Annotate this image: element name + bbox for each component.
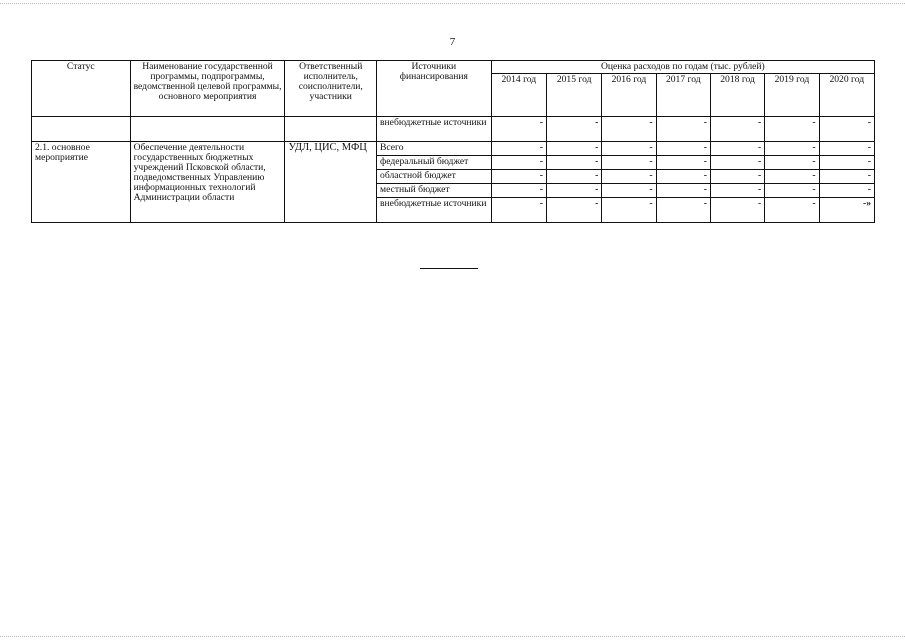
value-cell: -	[656, 170, 710, 184]
header-year: 2017 год	[656, 74, 710, 117]
value-cell: -»	[819, 198, 874, 223]
source-cell: федеральный бюджет	[377, 156, 492, 170]
end-of-section-rule	[420, 268, 478, 269]
value-cell: -	[547, 142, 602, 156]
value-cell: -	[656, 156, 710, 170]
value-cell: -	[710, 117, 764, 142]
header-cost-group: Оценка расходов по годам (тыс. рублей)	[491, 61, 874, 74]
value-cell: -	[547, 198, 602, 223]
value-cell: -	[547, 117, 602, 142]
value-cell: -	[819, 170, 874, 184]
header-year: 2019 год	[765, 74, 819, 117]
value-cell: -	[819, 156, 874, 170]
value-cell: -	[656, 198, 710, 223]
value-cell: -	[765, 198, 819, 223]
value-cell: -	[710, 170, 764, 184]
activity-executor: УДЛ, ЦИС, МФЦ	[285, 142, 377, 223]
header-year: 2015 год	[547, 74, 602, 117]
value-cell: -	[710, 142, 764, 156]
header-sources: Источники финансирования	[377, 61, 492, 117]
value-cell: -	[547, 184, 602, 198]
activity-status: 2.1. основное мероприятие	[32, 142, 131, 223]
value-cell: -	[656, 117, 710, 142]
header-year: 2018 год	[710, 74, 764, 117]
value-cell: -	[491, 198, 546, 223]
header-year: 2020 год	[819, 74, 874, 117]
value-cell: -	[765, 142, 819, 156]
source-cell: областной бюджет	[377, 170, 492, 184]
value-cell: -	[819, 142, 874, 156]
value-cell: -	[765, 156, 819, 170]
value-cell: -	[710, 198, 764, 223]
value-cell: -	[491, 142, 546, 156]
source-cell: Всего	[377, 142, 492, 156]
value-cell: -	[602, 170, 656, 184]
header-executor: Ответственный исполнитель, соисполнители, участники	[285, 61, 377, 117]
header-year: 2016 год	[602, 74, 656, 117]
value-cell: -	[602, 184, 656, 198]
header-row	[32, 61, 875, 74]
budget-table	[31, 60, 875, 223]
value-cell: -	[765, 117, 819, 142]
value-cell: -	[656, 142, 710, 156]
scan-edge-top	[0, 3, 905, 5]
page-number: 7	[449, 36, 456, 48]
value-cell: -	[547, 156, 602, 170]
value-cell: -	[602, 156, 656, 170]
value-cell: -	[765, 170, 819, 184]
value-cell: -	[819, 184, 874, 198]
table-row	[32, 142, 875, 156]
value-cell: -	[710, 184, 764, 198]
empty-cell	[32, 117, 131, 142]
scan-edge-bottom	[0, 636, 905, 638]
empty-cell	[130, 117, 285, 142]
source-cell: местный бюджет	[377, 184, 492, 198]
source-cell: внебюджетные источники	[377, 198, 492, 223]
value-cell: -	[602, 198, 656, 223]
header-status: Статус	[32, 61, 131, 117]
value-cell: -	[491, 117, 546, 142]
value-cell: -	[491, 156, 546, 170]
header-year: 2014 год	[491, 74, 546, 117]
value-cell: -	[547, 170, 602, 184]
source-cell: внебюджетные источники	[377, 117, 492, 142]
value-cell: -	[710, 156, 764, 170]
activity-name: Обеспечение деятельности государственных бюджетных учреждений Псковской области, подведомственных Управлению информационных технологий Администрации области	[130, 142, 285, 223]
table-row	[32, 117, 875, 142]
value-cell: -	[602, 117, 656, 142]
value-cell: -	[656, 184, 710, 198]
value-cell: -	[491, 170, 546, 184]
value-cell: -	[602, 142, 656, 156]
empty-cell	[285, 117, 377, 142]
header-name: Наименование государственной программы, подпрограммы, ведомственной целевой программы, основного мероприятия	[130, 61, 285, 117]
value-cell: -	[491, 184, 546, 198]
value-cell: -	[765, 184, 819, 198]
value-cell: -	[819, 117, 874, 142]
